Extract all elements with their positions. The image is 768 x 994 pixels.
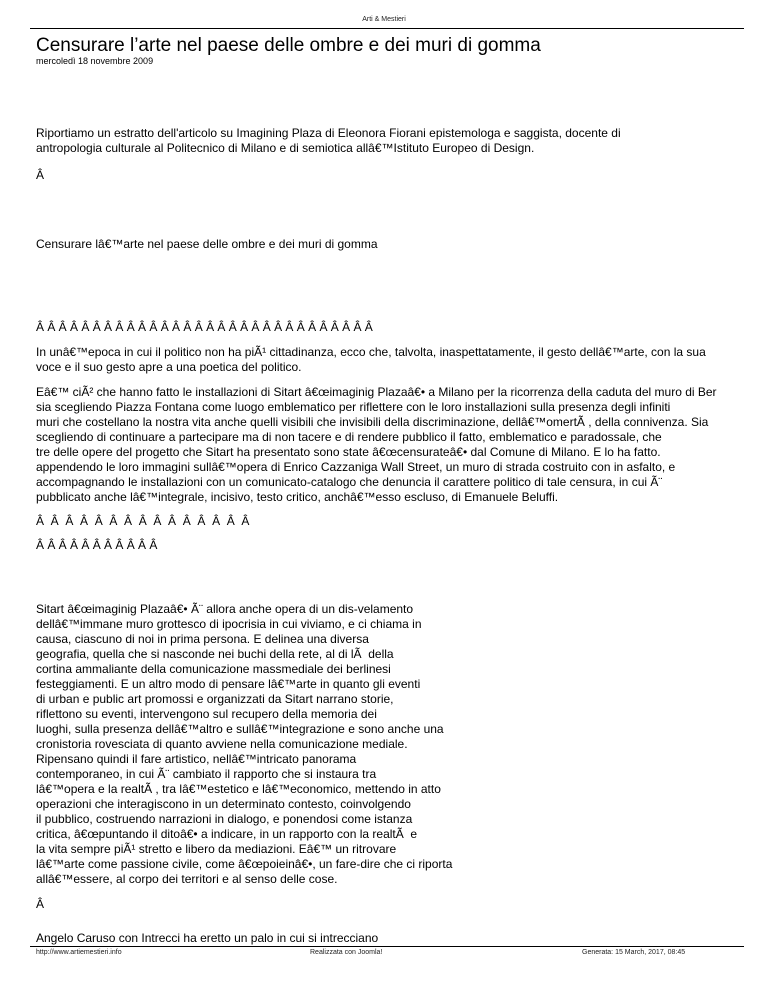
article-date: mercoledì 18 novembre 2009	[36, 56, 154, 66]
paragraph: Angelo Caruso con Intrecci ha eretto un palo in cui si intrecciano	[36, 931, 379, 945]
paragraph: In unâ€™epoca in cui il politico non ha piÃ¹ cittadinanza, ecco che, talvolta, inaspettatamente, il gesto dellâ€™arte, con la sua voce e il suo gesto apre a una poetica del politico.	[36, 345, 706, 374]
footer-generated-date: Generata: 15 March, 2017, 08:45	[582, 949, 686, 956]
stray-character: Â	[36, 897, 45, 911]
intro-paragraph: Riportiamo un estratto dell'articolo su Imagining Plaza di Eleonora Fiorani epistemologa e saggista, docente di antropologia culturale al Politecnico di Milano e di semiotica allâ€™Istituto Europeo di Design.	[36, 126, 621, 155]
paragraph: Sitart â€œimaginig Plazaâ€• Ã¨ allora anche opera di un dis-velamento dellâ€™immane muro grottesco di ipocrisia in cui viviamo, e ci chiama in causa, ciascuno di noi in prima persona. E delinea una diversa geografia, quella che si nasconde nei buchi della rete, al di lÃ della cortina ammaliante della comunicazione massmediale dei berlinesi festeggiamenti. E un altro modo di pensare lâ€™arte in quanto gli eventi di urban e public art promossi e organizzati da Sitart narrano storie, riflettono su eventi, intervengono sul recupero della memoria dei luoghi, sulla presenza dellâ€™altro e sullâ€™integrazione e sono anche una cronistoria rovesciata di quanto avviene nella comunicazione mediale. Ripensano quindi il fare artistico, nellâ€™intricato panorama contemporaneo, in cui Ã¨ cambiato il rapporto che si instaura tra lâ€™opera e la realtÃ , tra lâ€™estetico e lâ€™economico, mettendo in atto operazioni che interagiscono in un determinato contesto, coinvolgendo il pubblico, costruendo narrazioni in dialogo, e ponendosi come istanza critica, â€œpuntando il ditoâ€• a indicare, in un rapporto con la realtÃ e la vita sempre piÃ¹ stretto e libero da mediazioni. Eâ€™ un ritrovare lâ€™arte come passione civile, come â€œpoieinâ€•, un fare-dire che ci riporta allâ€™essere, al corpo dei territori e al senso delle cose.	[36, 602, 453, 886]
article-title: Censurare l’arte nel paese delle ombre e dei muri di gomma	[36, 35, 541, 56]
stray-character: Â	[36, 168, 45, 182]
footer-rule	[30, 946, 744, 947]
footer-powered-by: Realizzata con Joomla!	[310, 949, 383, 956]
stray-character-row: Â Â Â Â Â Â Â Â Â Â Â	[36, 538, 158, 552]
site-header: Arti & Mestieri	[362, 16, 406, 23]
paragraph: Eâ€™ ciÃ² che hanno fatto le installazioni di Sitart â€œimaginig Plazaâ€• a Milano per la ricorrenza della caduta del muro di Ber sia scegliendo Piazza Fontana come luogo emblematico per riflettere con le loro installazioni sulla presenza degli infiniti muri che costellano la nostra vita anche quelli visibili che invisibili della discriminazione, dellâ€™omertÃ , della connivenza. Sia scegliendo di continuare a partecipare ma di non tacere e di rendere pubblico il fatto, emblematico e paradossale, che tre delle opere del progetto che Sitart ha presentato sono state â€œcensurateâ€• dal Comune di Milano. E lo ha fatto. appendendo le loro immagini sullâ€™opera di Enrico Cazzaniga Wall Street, un muro di strada costruito con in asfalto, e accompagnando le installazioni con un comunicato-catalogo che denuncia il carattere politico di tale censura, in cui Ã¨ pubblicato anche lâ€™integrale, incisivo, testo critico, anchâ€™esso escluso, di Emanuele Beluffi.	[36, 385, 717, 504]
stray-character-row: Â Â Â Â Â Â Â Â Â Â Â Â Â Â Â Â Â Â Â Â Â Â Â Â Â Â Â Â Â Â	[36, 320, 373, 334]
stray-character-row: Â Â Â Â Â Â Â Â Â Â Â Â Â Â Â	[36, 514, 250, 528]
article-subtitle: Censurare lâ€™arte nel paese delle ombre e dei muri di gomma	[36, 237, 378, 251]
footer-url: http://www.artiemestieri.info	[36, 949, 122, 956]
header-rule	[30, 28, 744, 29]
